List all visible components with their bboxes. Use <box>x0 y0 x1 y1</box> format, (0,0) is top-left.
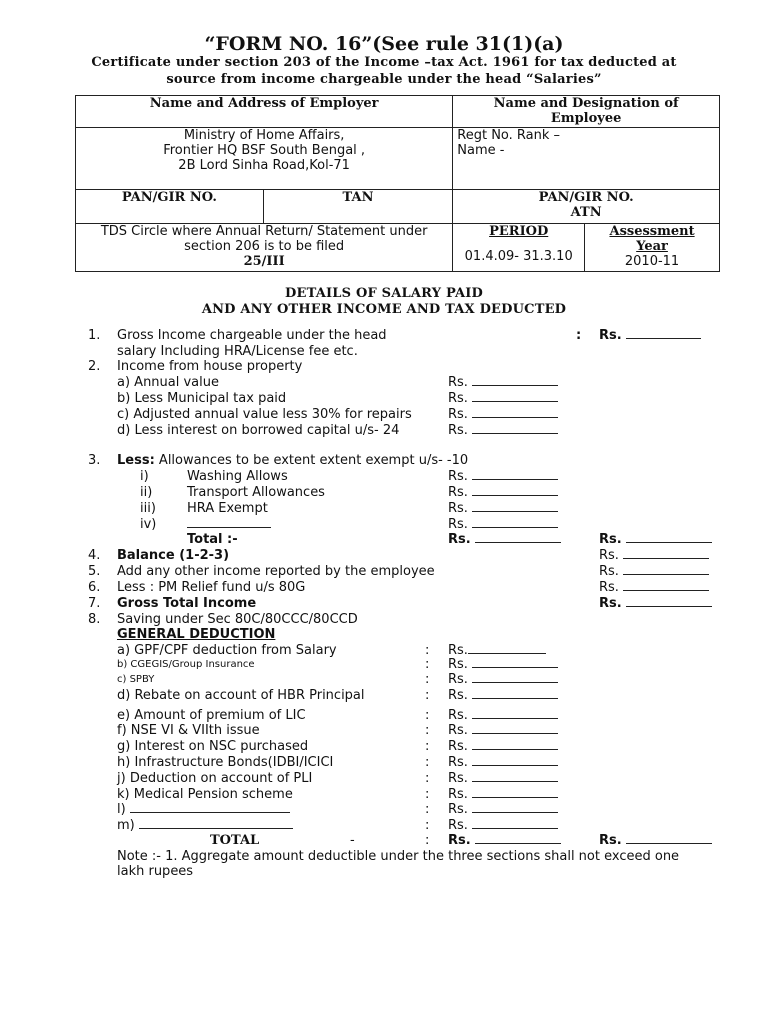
form-subtitle-line2: source from income chargeable under the head “Salaries” <box>166 72 602 87</box>
form-subtitle-line1: Certificate under section 203 of the Income –tax Act. 1961 for tax deducted at <box>91 55 677 70</box>
note-line1: Note :- 1. Aggregate amount deductible under the three sections shall not exceed one <box>117 849 680 864</box>
assessment-heading-line2: Year <box>636 239 668 254</box>
item-5-label: Add any other income reported by the employee <box>117 564 435 579</box>
pan-atn-cell <box>453 190 720 224</box>
item-4-rs: Rs. <box>599 548 709 563</box>
deduction-c-rs: Rs. <box>448 672 558 687</box>
deduction-k-rs: Rs. <box>448 787 558 802</box>
section-heading-line2: AND ANY OTHER INCOME AND TAX DEDUCTED <box>201 302 567 317</box>
deduction-l-label: l) <box>117 802 290 817</box>
deduction-c-colon: : <box>425 672 430 687</box>
item-7-number: 7. <box>88 596 101 611</box>
deduction-b-colon: : <box>425 657 430 672</box>
item-1-colon: : <box>576 328 582 343</box>
note-line2: lakh rupees <box>117 864 194 879</box>
item-8-number: 8. <box>88 612 101 627</box>
item-2a-label: a) Annual value <box>117 375 220 390</box>
employer-heading: Name and Address of Employer <box>149 96 379 111</box>
item-2c-rs: Rs. <box>448 407 558 422</box>
deduction-l-colon: : <box>425 802 430 817</box>
tds-circle-value: 25/III <box>243 254 285 269</box>
deduction-h-rs: Rs. <box>448 755 558 770</box>
tan-cell <box>263 190 453 224</box>
item-3-total-right-rs: Rs. <box>599 532 712 547</box>
item-2-number: 2. <box>88 359 101 374</box>
form-title: “FORM NO. 16”(See rule 31(1)(a) <box>204 33 564 55</box>
item-2-label: Income from house property <box>117 359 303 374</box>
deduction-a-rs: Rs. <box>448 643 546 658</box>
deduction-k-label: k) Medical Pension scheme <box>117 787 293 802</box>
deduction-m-colon: : <box>425 818 430 833</box>
deduction-j-rs: Rs. <box>448 771 558 786</box>
deduction-g-label: g) Interest on NSC purchased <box>117 739 309 754</box>
deduction-d-label: d) Rebate on account of HBR Principal <box>117 688 365 703</box>
tan-heading: TAN <box>342 190 374 205</box>
item-3-roman-1: i) <box>140 469 149 484</box>
deduction-e-label: e) Amount of premium of LIC <box>117 708 306 723</box>
item-2d-label: d) Less interest on borrowed capital u/s- 24 <box>117 423 400 438</box>
employer-address-line2: Frontier HQ BSF South Bengal , <box>163 143 366 158</box>
deduction-e-colon: : <box>425 708 430 723</box>
item-3-hra-label: HRA Exempt <box>187 501 268 516</box>
item-3-washing-rs: Rs. <box>448 469 558 484</box>
section-heading-line1: DETAILS OF SALARY PAID <box>284 286 484 301</box>
pan-gir-employee-heading: PAN/GIR NO. <box>538 190 634 205</box>
item-6-rs: Rs. <box>599 580 709 595</box>
employer-address-line1: Ministry of Home Affairs, <box>183 128 345 143</box>
item-3-iv-blank <box>187 517 271 528</box>
item-2b-label: b) Less Municipal tax paid <box>117 391 287 406</box>
assessment-year-cell <box>585 224 720 272</box>
deduction-c-label: c) SPBY <box>117 674 155 685</box>
item-7-rs: Rs. <box>599 596 712 611</box>
pan-gir-heading: PAN/GIR NO. <box>121 190 217 205</box>
item-4-label: Balance (1-2-3) <box>117 548 230 563</box>
employee-heading-line1: Name and Designation of <box>493 96 679 111</box>
deduction-g-colon: : <box>425 739 430 754</box>
deduction-b-rs: Rs. <box>448 657 558 672</box>
item-3-washing-label: Washing Allows <box>187 469 288 484</box>
general-deduction-heading: GENERAL DEDUCTION <box>117 627 276 642</box>
employee-name: Name - <box>457 143 505 158</box>
item-3-total-label: Total :- <box>187 532 238 547</box>
deduction-h-colon: : <box>425 755 430 770</box>
deductions-total-dash: - <box>350 833 355 848</box>
deduction-f-colon: : <box>425 723 430 738</box>
employer-address-line3: 2B Lord Sinha Road,Kol-71 <box>178 158 350 173</box>
deductions-total-colon: : <box>425 833 430 848</box>
item-3-transport-label: Transport Allowances <box>187 485 325 500</box>
period-cell <box>453 224 585 272</box>
deduction-m-rs: Rs. <box>448 818 558 833</box>
deduction-l-rs: Rs. <box>448 802 558 817</box>
deduction-g-rs: Rs. <box>448 739 558 754</box>
item-2b-rs: Rs. <box>448 391 558 406</box>
item-4-number: 4. <box>88 548 101 563</box>
deduction-a-colon: : <box>425 643 430 658</box>
deduction-a-label: a) GPF/CPF deduction from Salary <box>117 643 337 658</box>
tds-circle-line2: section 206 is to be filed <box>184 239 345 254</box>
item-3-hra-rs: Rs. <box>448 501 558 516</box>
item-2d-rs: Rs. <box>448 423 558 438</box>
item-8-label: Saving under Sec 80C/80CCC/80CCD <box>117 612 358 627</box>
employee-heading-line2: Employee <box>550 111 622 126</box>
item-3-transport-rs: Rs. <box>448 485 558 500</box>
item-3-iv-rs: Rs. <box>448 517 558 532</box>
item-1-label-line2: salary Including HRA/License fee etc. <box>117 344 358 359</box>
deduction-d-rs: Rs. <box>448 688 558 703</box>
tds-circle-cell <box>76 224 453 272</box>
period-heading: PERIOD <box>489 224 549 239</box>
item-1-number: 1. <box>88 328 101 343</box>
item-3-total-rs: Rs. <box>448 532 561 547</box>
item-2c-label: c) Adjusted annual value less 30% for repairs <box>117 407 412 422</box>
deductions-total-right-rs: Rs. <box>599 833 712 848</box>
deductions-total-label: TOTAL <box>210 833 260 848</box>
deduction-m-label: m) <box>117 818 293 833</box>
employee-regt: Regt No. Rank – <box>457 128 561 143</box>
employee-details-cell <box>453 128 720 190</box>
item-2a-rs: Rs. <box>448 375 558 390</box>
item-3-roman-3: iii) <box>140 501 156 516</box>
tds-circle-line1: TDS Circle where Annual Return/ Statement under <box>100 224 428 239</box>
item-5-number: 5. <box>88 564 101 579</box>
deduction-f-rs: Rs. <box>448 723 558 738</box>
item-3-roman-4: iv) <box>140 517 157 532</box>
item-7-label: Gross Total Income <box>117 596 257 611</box>
item-3-label: Less: Allowances to be extent extent exempt u/s- -10 <box>117 453 469 468</box>
deduction-j-colon: : <box>425 771 430 786</box>
atn-heading: ATN <box>570 205 602 220</box>
assessment-value: 2010-11 <box>624 254 680 269</box>
pan-gir-cell <box>76 190 264 224</box>
item-6-label: Less : PM Relief fund u/s 80G <box>117 580 306 595</box>
item-1-label-line1: Gross Income chargeable under the head <box>117 328 387 343</box>
item-3-roman-2: ii) <box>140 485 153 500</box>
period-value: 01.4.09- 31.3.10 <box>464 249 573 264</box>
item-3-number: 3. <box>88 453 101 468</box>
employee-heading-cell <box>453 96 720 128</box>
deduction-d-colon: : <box>425 688 430 703</box>
assessment-heading-line1: Assessment <box>609 224 695 239</box>
deduction-b-label: b) CGEGIS/Group Insurance <box>117 659 255 670</box>
item-6-number: 6. <box>88 580 101 595</box>
deduction-h-label: h) Infrastructure Bonds(IDBI/ICICI <box>117 755 334 770</box>
item-5-rs: Rs. <box>599 564 709 579</box>
item-1-rs: Rs. <box>599 328 701 343</box>
deduction-e-rs: Rs. <box>448 708 558 723</box>
employer-heading-cell <box>76 96 453 128</box>
deduction-k-colon: : <box>425 787 430 802</box>
employer-details-table <box>75 95 720 272</box>
deductions-total-rs: Rs. <box>448 833 561 848</box>
deduction-j-label: j) Deduction on account of PLI <box>117 771 313 786</box>
employer-address-cell <box>76 128 453 190</box>
deduction-f-label: f) NSE VI & VIIth issue <box>117 723 260 738</box>
